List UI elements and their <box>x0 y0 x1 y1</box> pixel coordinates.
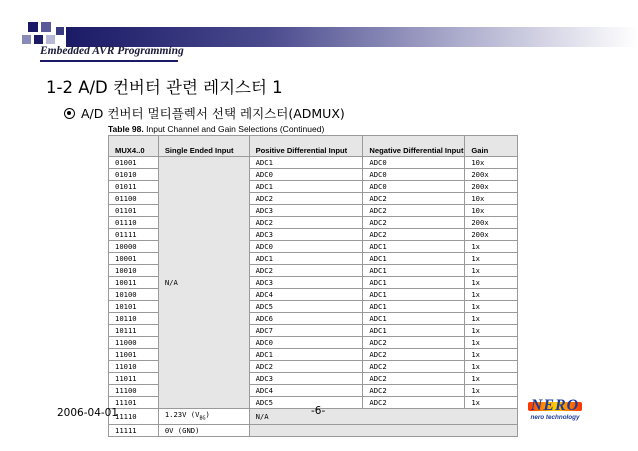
cell-negative: ADC1 <box>363 289 465 301</box>
logo-tagline: nero technology <box>530 414 580 421</box>
cell-negative: ADC1 <box>363 301 465 313</box>
cell-negative: ADC0 <box>363 181 465 193</box>
cell-positive: ADC1 <box>249 181 363 193</box>
cell-positive: ADC3 <box>249 205 363 217</box>
decor-square-3 <box>22 35 31 44</box>
cell-single-ended <box>158 425 249 437</box>
cell-mux: 11011 <box>109 373 159 385</box>
cell-negative: ADC0 <box>363 169 465 181</box>
decor-square-6 <box>56 27 64 35</box>
cell-mux: 10100 <box>109 289 159 301</box>
cell-mux: 11101 <box>109 397 159 409</box>
cell-mux: 10011 <box>109 277 159 289</box>
cell-mux: 10111 <box>109 325 159 337</box>
header-underline <box>40 60 178 62</box>
footer-page-number: -6- <box>311 405 326 417</box>
header-mux: MUX4..0 <box>109 136 159 157</box>
cell-negative: ADC1 <box>363 241 465 253</box>
cell-mux: 11100 <box>109 385 159 397</box>
cell-negative: ADC2 <box>363 349 465 361</box>
footer-date: 2006-04-01 <box>57 407 119 419</box>
cell-negative: ADC1 <box>363 277 465 289</box>
cell-mux: 11010 <box>109 361 159 373</box>
cell-single-ended <box>158 409 249 425</box>
cell-gain: 200x <box>465 229 518 241</box>
admux-selection-table <box>108 135 518 437</box>
nero-logo <box>524 397 586 425</box>
cell-mux: 01010 <box>109 169 159 181</box>
cell-mux: 01100 <box>109 193 159 205</box>
table-body <box>109 157 518 437</box>
decor-square-5 <box>46 35 55 44</box>
cell-mux: 10010 <box>109 265 159 277</box>
table-caption-text: Input Channel and Gain Selections (Continued) <box>146 124 325 134</box>
cell-positive: ADC3 <box>249 277 363 289</box>
page-title: 1-2 A/D 컨버터 관련 레지스터 1 <box>46 78 283 97</box>
single-ended-text: 0V (GND) <box>164 426 200 436</box>
table-row <box>109 157 518 169</box>
cell-mux: 01101 <box>109 205 159 217</box>
cell-differential-merged <box>249 425 517 437</box>
cell-negative: ADC2 <box>363 205 465 217</box>
cell-mux: 10101 <box>109 301 159 313</box>
cell-gain: 1x <box>465 349 518 361</box>
cell-negative: ADC2 <box>363 373 465 385</box>
single-ended-text: 1.23V (V <box>164 410 200 419</box>
cell-negative: ADC1 <box>363 253 465 265</box>
cell-gain: 1x <box>465 325 518 337</box>
cell-gain: 1x <box>465 301 518 313</box>
cell-positive: ADC2 <box>249 193 363 205</box>
cell-negative: ADC2 <box>363 217 465 229</box>
cell-positive: ADC3 <box>249 229 363 241</box>
cell-positive: ADC1 <box>249 253 363 265</box>
cell-positive: ADC6 <box>249 313 363 325</box>
cell-positive: ADC2 <box>249 361 363 373</box>
decor-square-4 <box>34 35 43 44</box>
cell-mux: 01111 <box>109 229 159 241</box>
cell-negative: ADC1 <box>363 325 465 337</box>
cell-mux: 01011 <box>109 181 159 193</box>
table-caption-number: Table 98. <box>108 124 144 134</box>
cell-positive: ADC5 <box>249 397 363 409</box>
decor-square-1 <box>28 22 38 32</box>
cell-positive: ADC5 <box>249 301 363 313</box>
cell-gain: 1x <box>465 313 518 325</box>
cell-positive: ADC7 <box>249 325 363 337</box>
cell-negative: ADC1 <box>363 313 465 325</box>
bullet-text: A/D 컨버터 멀티플렉서 선택 레지스터(ADMUX) <box>81 106 345 121</box>
cell-negative: ADC0 <box>363 157 465 169</box>
cell-positive: ADC2 <box>249 217 363 229</box>
cell-negative: ADC2 <box>363 337 465 349</box>
cell-mux: 01001 <box>109 157 159 169</box>
table-row <box>109 425 518 437</box>
header-single-ended: Single Ended Input <box>158 136 249 157</box>
cell-negative: ADC2 <box>363 385 465 397</box>
cell-gain: 1x <box>465 241 518 253</box>
cell-differential-merged: N/A <box>249 409 517 425</box>
header-gain: Gain <box>465 136 518 157</box>
cell-negative: ADC2 <box>363 361 465 373</box>
cell-negative: ADC2 <box>363 397 465 409</box>
cell-mux: 10001 <box>109 253 159 265</box>
cell-negative: ADC2 <box>363 229 465 241</box>
cell-gain: 200x <box>465 169 518 181</box>
cell-gain: 200x <box>465 217 518 229</box>
header-gradient-bar <box>66 27 638 47</box>
table-header-row <box>109 136 518 157</box>
cell-mux: 11111 <box>109 425 159 437</box>
cell-mux: 11110 <box>109 409 159 425</box>
cell-gain: 1x <box>465 385 518 397</box>
cell-positive: ADC4 <box>249 385 363 397</box>
cell-mux: 11001 <box>109 349 159 361</box>
cell-mux: 10000 <box>109 241 159 253</box>
cell-gain: 10x <box>465 205 518 217</box>
header-negative-differential: Negative Differential Input <box>363 136 465 157</box>
cell-positive: ADC1 <box>249 157 363 169</box>
decor-square-2 <box>41 22 51 32</box>
cell-gain: 1x <box>465 337 518 349</box>
cell-positive: ADC3 <box>249 373 363 385</box>
cell-gain: 1x <box>465 373 518 385</box>
cell-positive: ADC1 <box>249 349 363 361</box>
cell-gain: 1x <box>465 361 518 373</box>
cell-gain: 200x <box>465 181 518 193</box>
cell-positive: ADC4 <box>249 289 363 301</box>
cell-single-ended-na: N/A <box>158 157 249 409</box>
cell-positive: ADC0 <box>249 169 363 181</box>
cell-negative: ADC1 <box>363 265 465 277</box>
single-ended-suffix: ) <box>205 410 210 419</box>
cell-mux: 11000 <box>109 337 159 349</box>
cell-positive: ADC2 <box>249 265 363 277</box>
cell-gain: 1x <box>465 397 518 409</box>
cell-gain: 1x <box>465 289 518 301</box>
header-label: Embedded AVR Programming <box>40 45 184 57</box>
cell-gain: 1x <box>465 277 518 289</box>
circle-bullet-icon <box>64 108 75 119</box>
cell-gain: 10x <box>465 157 518 169</box>
cell-gain: 1x <box>465 265 518 277</box>
cell-negative: ADC2 <box>363 193 465 205</box>
cell-mux: 10110 <box>109 313 159 325</box>
logo-name: NERO <box>530 397 580 414</box>
cell-mux: 01110 <box>109 217 159 229</box>
cell-gain: 1x <box>465 253 518 265</box>
cell-gain: 10x <box>465 193 518 205</box>
header-positive-differential: Positive Differential Input <box>249 136 363 157</box>
cell-positive: ADC0 <box>249 241 363 253</box>
cell-positive: ADC0 <box>249 337 363 349</box>
table-caption <box>108 124 324 134</box>
single-ended-subscript: BG <box>199 415 206 422</box>
bullet-item <box>64 104 345 122</box>
